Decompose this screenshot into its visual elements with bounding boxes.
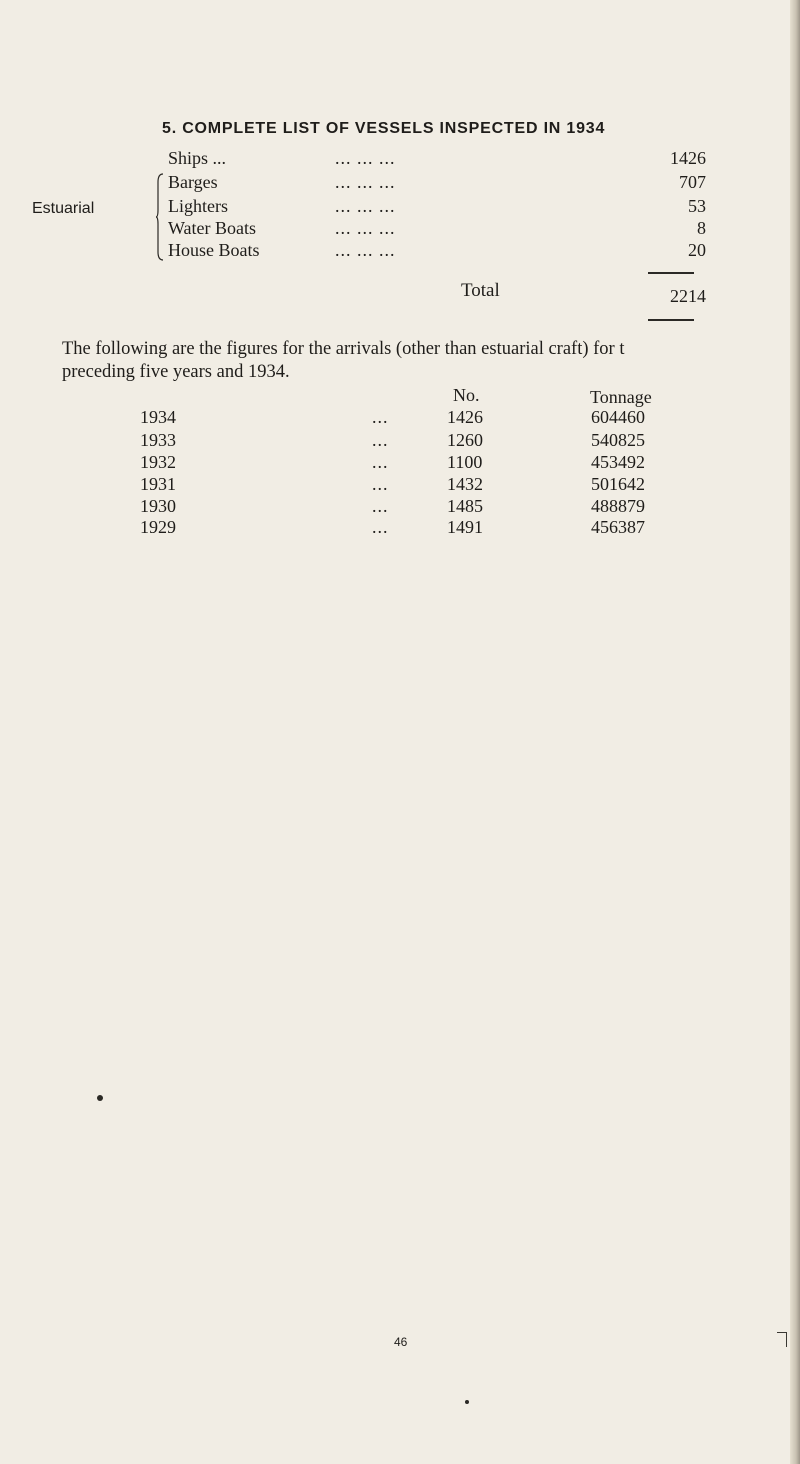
page-edge-shadow bbox=[790, 0, 800, 1464]
vessel-label: House Boats bbox=[168, 240, 260, 260]
leader-dots: ... ... ... bbox=[335, 218, 396, 238]
total-label: Total bbox=[461, 280, 500, 301]
leader-dots: ... bbox=[372, 496, 389, 516]
arrival-count: 1485 bbox=[447, 496, 483, 516]
paragraph-line-1: The following are the figures for the arrivals (other than estuarial craft) for t bbox=[62, 339, 625, 359]
leader-dots: ... bbox=[372, 452, 389, 472]
ink-speck bbox=[465, 1400, 469, 1404]
year: 1932 bbox=[140, 452, 176, 472]
corner-mark bbox=[777, 1332, 787, 1347]
ink-speck bbox=[97, 1095, 103, 1101]
column-header-tonnage: Tonnage bbox=[590, 387, 652, 407]
arrival-tonnage: 488879 bbox=[591, 496, 645, 516]
arrivals-row-1933 bbox=[0, 430, 800, 452]
leader-dots: ... ... ... bbox=[335, 240, 396, 260]
arrival-tonnage: 604460 bbox=[591, 407, 645, 427]
arrivals-row-1931 bbox=[0, 474, 800, 496]
leader-dots: ... bbox=[372, 407, 389, 427]
arrivals-row-1930 bbox=[0, 496, 800, 518]
year: 1931 bbox=[140, 474, 176, 494]
vessel-label: Barges bbox=[168, 172, 218, 192]
arrival-count: 1100 bbox=[447, 452, 483, 472]
vessel-label: Ships ... bbox=[168, 148, 227, 168]
total-value: 2214 bbox=[670, 286, 706, 306]
leader-dots: ... ... ... bbox=[335, 196, 396, 216]
vessel-count: 20 bbox=[688, 240, 706, 260]
arrival-count: 1491 bbox=[447, 517, 483, 537]
vessel-count: 707 bbox=[679, 172, 706, 192]
leader-dots: ... ... ... bbox=[335, 172, 396, 192]
estuarial-label: Estuarial bbox=[32, 200, 95, 217]
leader-dots: ... bbox=[372, 517, 389, 537]
arrival-count: 1432 bbox=[447, 474, 483, 494]
arrivals-row-1932 bbox=[0, 452, 800, 474]
estuarial-brace bbox=[156, 172, 164, 262]
column-header-no: No. bbox=[453, 385, 480, 405]
arrival-tonnage: 501642 bbox=[591, 474, 645, 494]
total-rule-top bbox=[648, 272, 694, 274]
vessel-label: Water Boats bbox=[168, 218, 257, 238]
arrival-count: 1260 bbox=[447, 430, 483, 450]
vessel-count: 8 bbox=[697, 218, 706, 238]
section-heading: 5. COMPLETE LIST OF VESSELS INSPECTED IN 1934 bbox=[162, 120, 606, 137]
year: 1929 bbox=[140, 517, 176, 537]
arrival-tonnage: 453492 bbox=[591, 452, 645, 472]
year: 1933 bbox=[140, 430, 176, 450]
total-rule-bottom bbox=[648, 319, 694, 321]
vessel-count: 1426 bbox=[670, 148, 706, 168]
year: 1934 bbox=[140, 407, 176, 427]
leader-dots: ... bbox=[372, 474, 389, 494]
leader-dots: ... ... ... bbox=[335, 148, 396, 168]
vessel-count: 53 bbox=[688, 196, 706, 216]
arrival-tonnage: 456387 bbox=[591, 517, 645, 537]
leader-dots: ... bbox=[372, 430, 389, 450]
arrivals-paragraph bbox=[62, 338, 800, 384]
page-number: 46 bbox=[394, 1335, 408, 1349]
year: 1930 bbox=[140, 496, 176, 516]
arrival-tonnage: 540825 bbox=[591, 430, 645, 450]
paragraph-line-2: preceding five years and 1934. bbox=[62, 362, 290, 382]
arrivals-row-1934 bbox=[0, 407, 800, 429]
arrival-count: 1426 bbox=[447, 407, 483, 427]
arrivals-row-1929 bbox=[0, 517, 800, 539]
vessel-label: Lighters bbox=[168, 196, 228, 216]
